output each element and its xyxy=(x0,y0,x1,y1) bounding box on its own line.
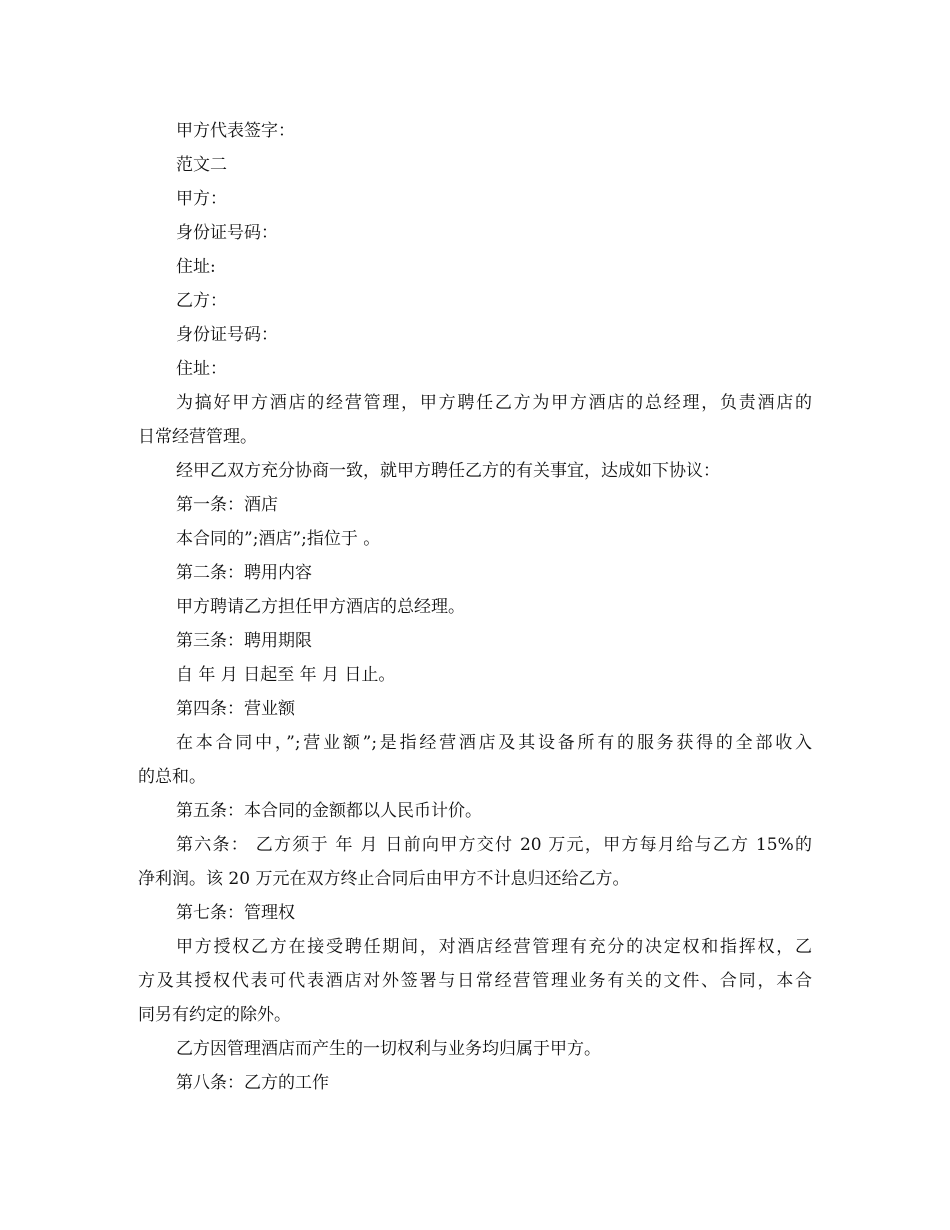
article-8-heading: 第八条：乙方的工作 xyxy=(176,1073,329,1093)
text-line-sample-two-heading: 范文二 xyxy=(176,155,227,175)
document-body xyxy=(138,114,812,1100)
text-line-agreement-intro: 经甲乙双方充分协商一致，就甲方聘任乙方的有关事宜，达成如下协议： xyxy=(176,461,720,481)
article-4-body-cont: 的总和。 xyxy=(138,767,206,787)
article-3-body: 自 年 月 日起至 年 月 日止。 xyxy=(176,665,396,685)
article-1-body: 本合同的”;酒店”;指位于 。 xyxy=(176,529,381,549)
article-2-body: 甲方聘请乙方担任甲方酒店的总经理。 xyxy=(176,597,465,617)
article-7-heading: 第七条：管理权 xyxy=(176,903,295,923)
article-1-heading: 第一条：酒店 xyxy=(176,495,278,515)
article-6-body: 第六条： 乙方须于 年 月 日前向甲方交付 20 万元，甲方每月给与乙方 15%的 xyxy=(176,835,812,855)
text-line-party-a: 甲方： xyxy=(176,189,227,209)
article-4-body: 在本合同中，”;营业额”;是指经营酒店及其设备所有的服务获得的全部收入 xyxy=(176,733,812,753)
text-line-party-b-address: 住址： xyxy=(176,359,227,379)
article-3-heading: 第三条：聘用期限 xyxy=(176,631,312,651)
article-7-rights: 乙方因管理酒店而产生的一切权利与业务均归属于甲方。 xyxy=(176,1039,601,1059)
text-line-party-a-address: 住址: xyxy=(176,257,216,277)
text-line-party-a-signature: 甲方代表签字： xyxy=(176,121,295,141)
article-2-heading: 第二条：聘用内容 xyxy=(176,563,312,583)
article-6-body-cont: 净利润。该 20 万元在双方终止合同后由甲方不计息归还给乙方。 xyxy=(138,869,630,889)
text-line-party-b: 乙方： xyxy=(176,291,227,311)
article-7-body: 甲方授权乙方在接受聘任期间，对酒店经营管理有充分的决定权和指挥权，乙 xyxy=(176,937,812,957)
article-5: 第五条：本合同的金额都以人民币计价。 xyxy=(176,801,482,821)
article-7-body-cont-1: 方及其授权代表可代表酒店对外签署与日常经营管理业务有关的文件、合同，本合 xyxy=(138,971,812,991)
article-4-heading: 第四条：营业额 xyxy=(176,699,295,719)
text-line-party-a-id: 身份证号码： xyxy=(176,223,278,243)
text-line-purpose-cont: 日常经营管理。 xyxy=(138,427,257,447)
text-line-purpose: 为搞好甲方酒店的经营管理，甲方聘任乙方为甲方酒店的总经理，负责酒店的 xyxy=(176,393,812,413)
text-line-party-b-id: 身份证号码： xyxy=(176,325,278,345)
article-7-body-cont-2: 同另有约定的除外。 xyxy=(138,1005,291,1025)
